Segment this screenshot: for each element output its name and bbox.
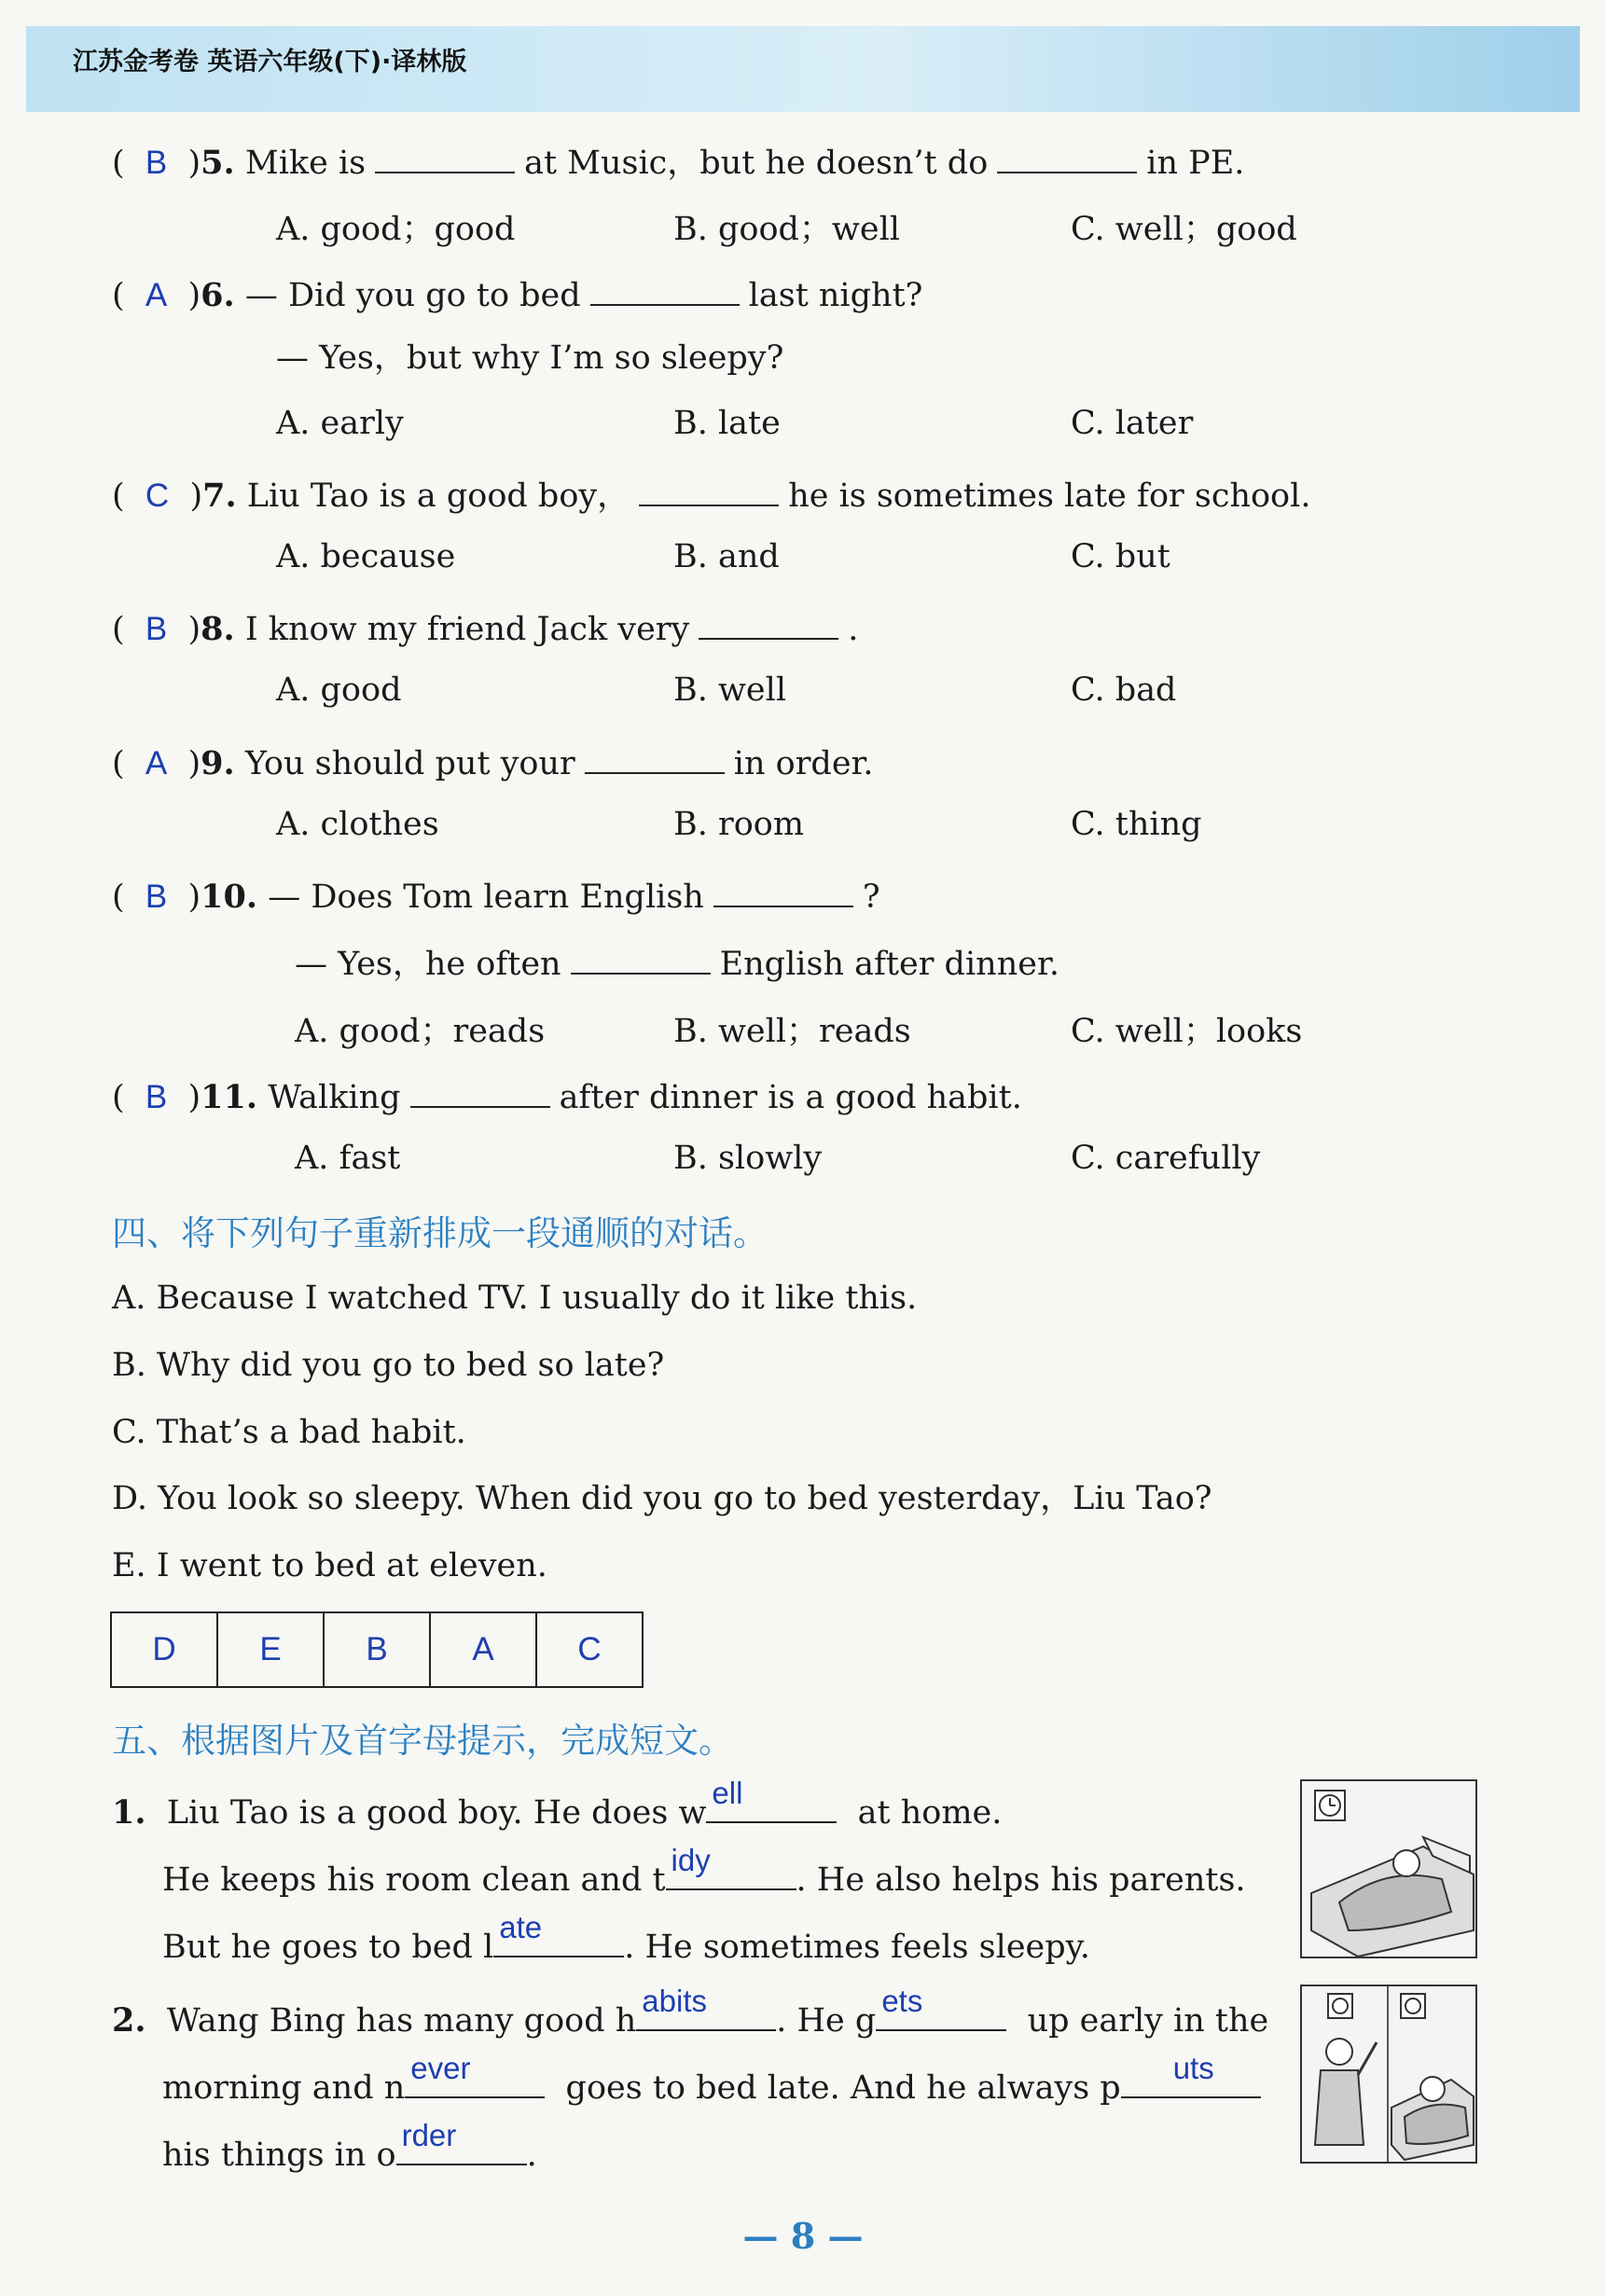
order-answer-table — [110, 1611, 644, 1688]
option-c: C. well；good — [1071, 211, 1297, 248]
question-9: ( A )9. You should put your in order. — [112, 739, 874, 784]
fill-blank: rder — [396, 2128, 527, 2165]
question-10-reply: — Yes，he often English after dinner. — [295, 939, 1059, 985]
option-a: A. good；reads — [295, 1013, 546, 1050]
option-c: C. well；looks — [1071, 1013, 1303, 1050]
option-c: C. bad — [1071, 671, 1177, 709]
blank — [997, 138, 1137, 173]
order-cell: C — [536, 1612, 643, 1687]
option-c: C. but — [1071, 538, 1170, 575]
blank — [590, 270, 740, 306]
blank — [571, 939, 711, 975]
question-8: ( B )8. I know my friend Jack very . — [112, 604, 858, 650]
answer: B — [145, 145, 168, 181]
question-6: ( A )6. — Did you go to bed last night? — [112, 270, 922, 316]
fill-blank: ever — [405, 2061, 545, 2098]
answer: A — [145, 277, 168, 313]
order-cell: D — [111, 1612, 217, 1687]
question-11: ( B )11. Walking after dinner is a good habit. — [112, 1072, 1022, 1118]
blank — [375, 138, 515, 173]
passage-2-line-2: morning and n ever goes to bed late. And he always p uts — [162, 2061, 1261, 2109]
section-5-title: 五、根据图片及首字母提示，完成短文。 — [112, 1721, 733, 1761]
option-b: B. room — [673, 806, 805, 843]
option-b: B. late — [673, 405, 781, 442]
fill-blank: idy — [666, 1853, 796, 1890]
order-cell: B — [324, 1612, 430, 1687]
option-a: A. good；good — [276, 211, 516, 248]
answer: B — [145, 878, 168, 915]
sentence-c: C. That’s a bad habit. — [112, 1414, 466, 1451]
option-a: A. fast — [295, 1140, 401, 1177]
question-7: ( C )7. Liu Tao is a good boy， he is sometimes late for school. — [112, 471, 1310, 517]
blank — [639, 471, 779, 506]
illustration-sleeping-boy — [1300, 1779, 1477, 1958]
passage-1-line-3: But he goes to bed l ate . He sometimes feels sleepy. — [162, 1910, 1090, 1966]
sentence-d: D. You look so sleepy. When did you go to bed yesterday，Liu Tao? — [112, 1480, 1212, 1517]
order-cell: E — [217, 1612, 324, 1687]
fill-blank: ate — [493, 1920, 624, 1957]
question-6-reply: — Yes，but why I’m so sleepy? — [276, 339, 784, 377]
blank — [699, 604, 838, 640]
fill-blank: ell — [706, 1786, 837, 1823]
fill-blank: ets — [876, 1994, 1006, 2031]
sentence-e: E. I went to bed at eleven. — [112, 1547, 547, 1584]
option-b: B. and — [673, 538, 780, 575]
option-b: B. well — [673, 671, 787, 709]
header-title: 江苏金考卷 英语六年级(下)·译林版 — [73, 48, 467, 76]
question-10: ( B )10. — Does Tom learn English ? — [112, 872, 880, 918]
fill-blank: uts — [1121, 2061, 1261, 2098]
order-cell: A — [430, 1612, 536, 1687]
option-b: B. slowly — [673, 1140, 823, 1177]
answer: B — [145, 611, 168, 647]
answer: A — [145, 745, 168, 781]
option-a: A. early — [276, 405, 404, 442]
option-c: C. later — [1071, 405, 1194, 442]
option-c: C. carefully — [1071, 1140, 1261, 1177]
fill-blank: abits — [636, 1994, 776, 2031]
option-c: C. thing — [1071, 806, 1202, 843]
question-5: ( B )5. Mike is at Music，but he doesn’t do in PE. — [112, 138, 1244, 184]
answer: B — [145, 1079, 168, 1115]
option-a: A. clothes — [276, 806, 439, 843]
passage-1-line-1: 1. Liu Tao is a good boy. He does w ell at home. — [112, 1776, 1003, 1832]
sentence-b: B. Why did you go to bed so late? — [112, 1347, 665, 1384]
option-b: B. good；well — [673, 211, 900, 248]
morning-scene-image — [1302, 1986, 1475, 2162]
blank — [410, 1072, 550, 1108]
option-a: A. good — [276, 671, 402, 709]
section-4-title: 四、将下列句子重新排成一段通顺的对话。 — [112, 1213, 768, 1253]
illustration-waking-boy — [1300, 1985, 1477, 2164]
option-a: A. because — [276, 538, 456, 575]
blank — [713, 872, 853, 907]
passage-2-line-1: 2. Wang Bing has many good h abits . He g ets up early in the — [112, 1984, 1269, 2040]
passage-2-line-3: his things in o rder . — [162, 2118, 537, 2174]
page-number: — 8 — — [742, 2215, 864, 2257]
option-b: B. well；reads — [673, 1013, 911, 1050]
sentence-a: A. Because I watched TV. I usually do it like this. — [112, 1279, 918, 1317]
blank — [585, 739, 725, 774]
bed-scene-image — [1302, 1781, 1475, 1957]
answer: C — [145, 477, 170, 514]
passage-1-line-2: He keeps his room clean and t idy . He also helps his parents. — [162, 1843, 1246, 1899]
